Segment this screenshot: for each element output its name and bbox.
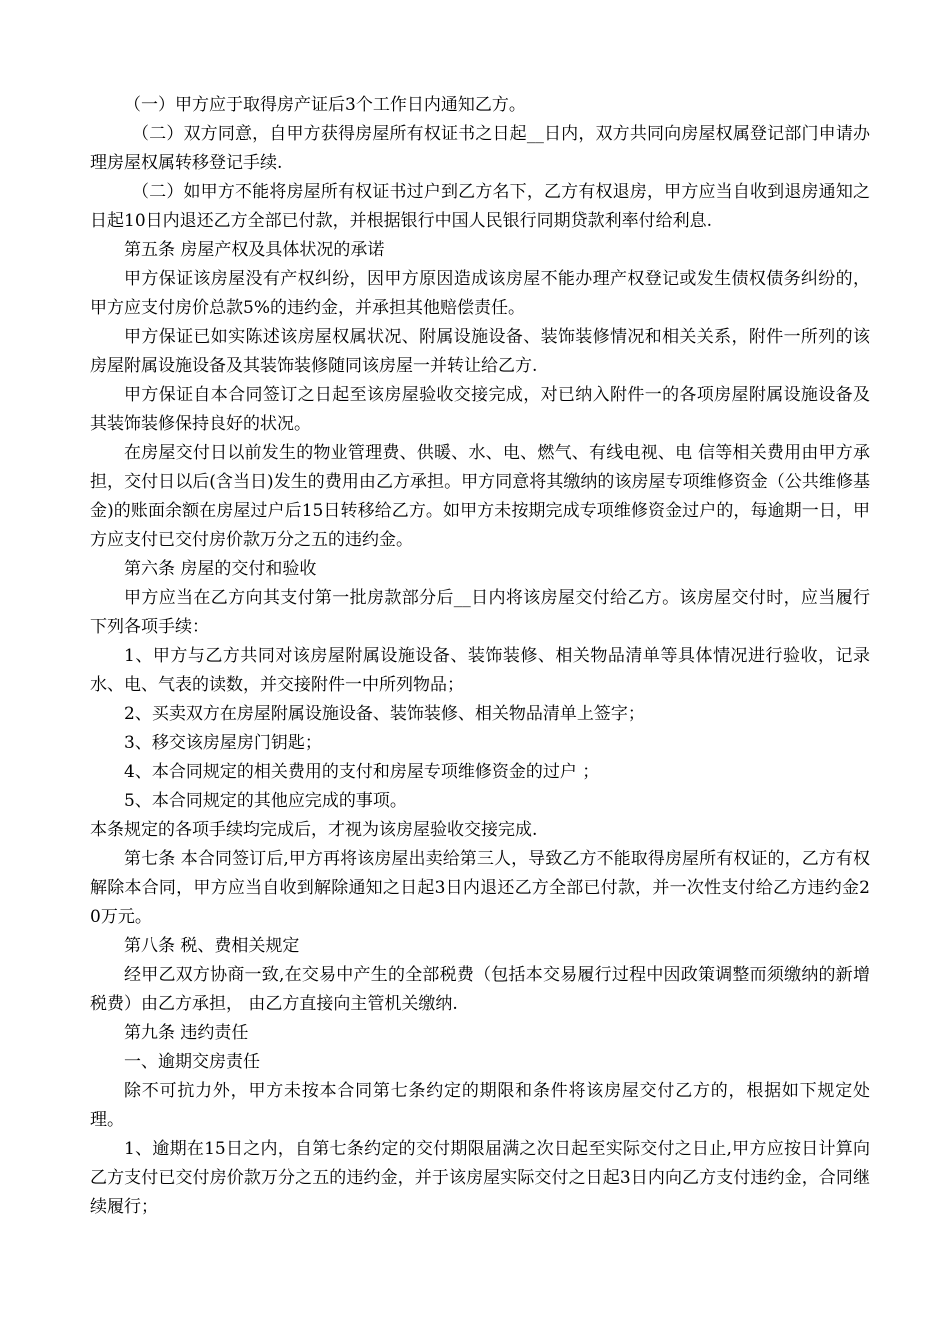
- article-6-heading: 第六条 房屋的交付和验收: [124, 559, 317, 579]
- article-9-heading: 第九条 违约责任: [124, 1023, 249, 1043]
- article-9-section-1-heading: 一、逾期交房责任: [124, 1052, 260, 1072]
- contract-page: [90, 91, 870, 1222]
- article-6-item-4: 4、本合同规定的相关费用的支付和房屋专项维修资金的过户 ；: [124, 762, 600, 782]
- article-6-item-3: 3、移交该房屋房门钥匙；: [124, 733, 322, 753]
- article-5-paragraph-1: 甲方保证该房屋没有产权纠纷，因甲方原因造成该房屋不能办理产权登记或发生债权债务纠纷的，甲方应支付房价总款5%的违约金，并承担其他赔偿责任。: [90, 269, 870, 318]
- article-6-item-5: 5、本合同规定的其他应完成的事项。: [124, 791, 407, 811]
- article-5-paragraph-2: 甲方保证已如实陈述该房屋权属状况、附属设施设备、装饰装修情况和相关关系，附件一所列的该房屋附属设施设备及其装饰装修随同该房屋一并转让给乙方.: [90, 327, 870, 376]
- article-5-heading: 第五条 房屋产权及具体状况的承诺: [124, 240, 385, 260]
- article-8-heading: 第八条 税、费相关规定: [124, 936, 300, 956]
- clause-notify-after-certificate: （一）甲方应于取得房产证后3个工作日内通知乙方。: [124, 95, 526, 115]
- article-5-paragraph-3: 甲方保证自本合同签订之日起至该房屋验收交接完成，对已纳入附件一的各项房屋附属设施设备及其装饰装修保持良好的状况。: [90, 385, 870, 434]
- article-6-item-1: 1、甲方与乙方共同对该房屋附属设施设备、装饰装修、相关物品清单等具体情况进行验收，记录水、电、气表的读数，并交接附件一中所列物品；: [90, 646, 870, 695]
- article-6-closing: 本条规定的各项手续均完成后，才视为该房屋验收交接完成.: [90, 820, 538, 840]
- article-5-paragraph-4: 在房屋交付日以前发生的物业管理费、供暖、水、电、燃气、有线电视、电 信等相关费用由甲方承担，交付日以后(含当日)发生的费用由乙方承担。甲方同意将其缴纳的该房屋专项维修资金（公共维修基金)的账面余额在房屋过户后15日转移给乙方。如甲方未按期完成专项维修资金过户的，每逾期一日，甲方应支付已交付房价款万分之五的违约金。: [90, 443, 870, 550]
- clause-refund-if-no-transfer: （二）如甲方不能将房屋所有权证书过户到乙方名下，乙方有权退房，甲方应当自收到退房通知之日起10日内退还乙方全部已付款，并根据银行中国人民银行同期贷款利率付给利息.: [90, 182, 870, 231]
- clause-joint-registration: （二）双方同意，自甲方获得房屋所有权证书之日起__日内，双方共同向房屋权属登记部门申请办理房屋权属转移登记手续.: [90, 124, 870, 173]
- article-6-item-2: 2、买卖双方在房屋附属设施设备、装饰装修、相关物品清单上签字；: [124, 704, 645, 724]
- article-6-paragraph-1: 甲方应当在乙方向其支付第一批房款部分后__日内将该房屋交付给乙方。该房屋交付时，应当履行下列各项手续：: [90, 588, 870, 637]
- article-9-section-1-item-1: 1、逾期在15日之内，自第七条约定的交付期限届满之次日起至实际交付之日止,甲方应按日计算向乙方支付已交付房价款万分之五的违约金，并于该房屋实际交付之日起3日内向乙方支付违约金，合同继续履行；: [90, 1139, 870, 1217]
- article-7: 第七条 本合同签订后,甲方再将该房屋出卖给第三人，导致乙方不能取得房屋所有权证的，乙方有权解除本合同，甲方应当自收到解除通知之日起3日内退还乙方全部已付款，并一次性支付给乙方违约金20万元。: [90, 849, 870, 927]
- article-9-section-1-paragraph: 除不可抗力外，甲方未按本合同第七条约定的期限和条件将该房屋交付乙方的，根据如下规定处理。: [90, 1081, 870, 1130]
- article-8-paragraph-1: 经甲乙双方协商一致,在交易中产生的全部税费（包括本交易履行过程中因政策调整而须缴纳的新增税费）由乙方承担， 由乙方直接向主管机关缴纳.: [90, 965, 870, 1014]
